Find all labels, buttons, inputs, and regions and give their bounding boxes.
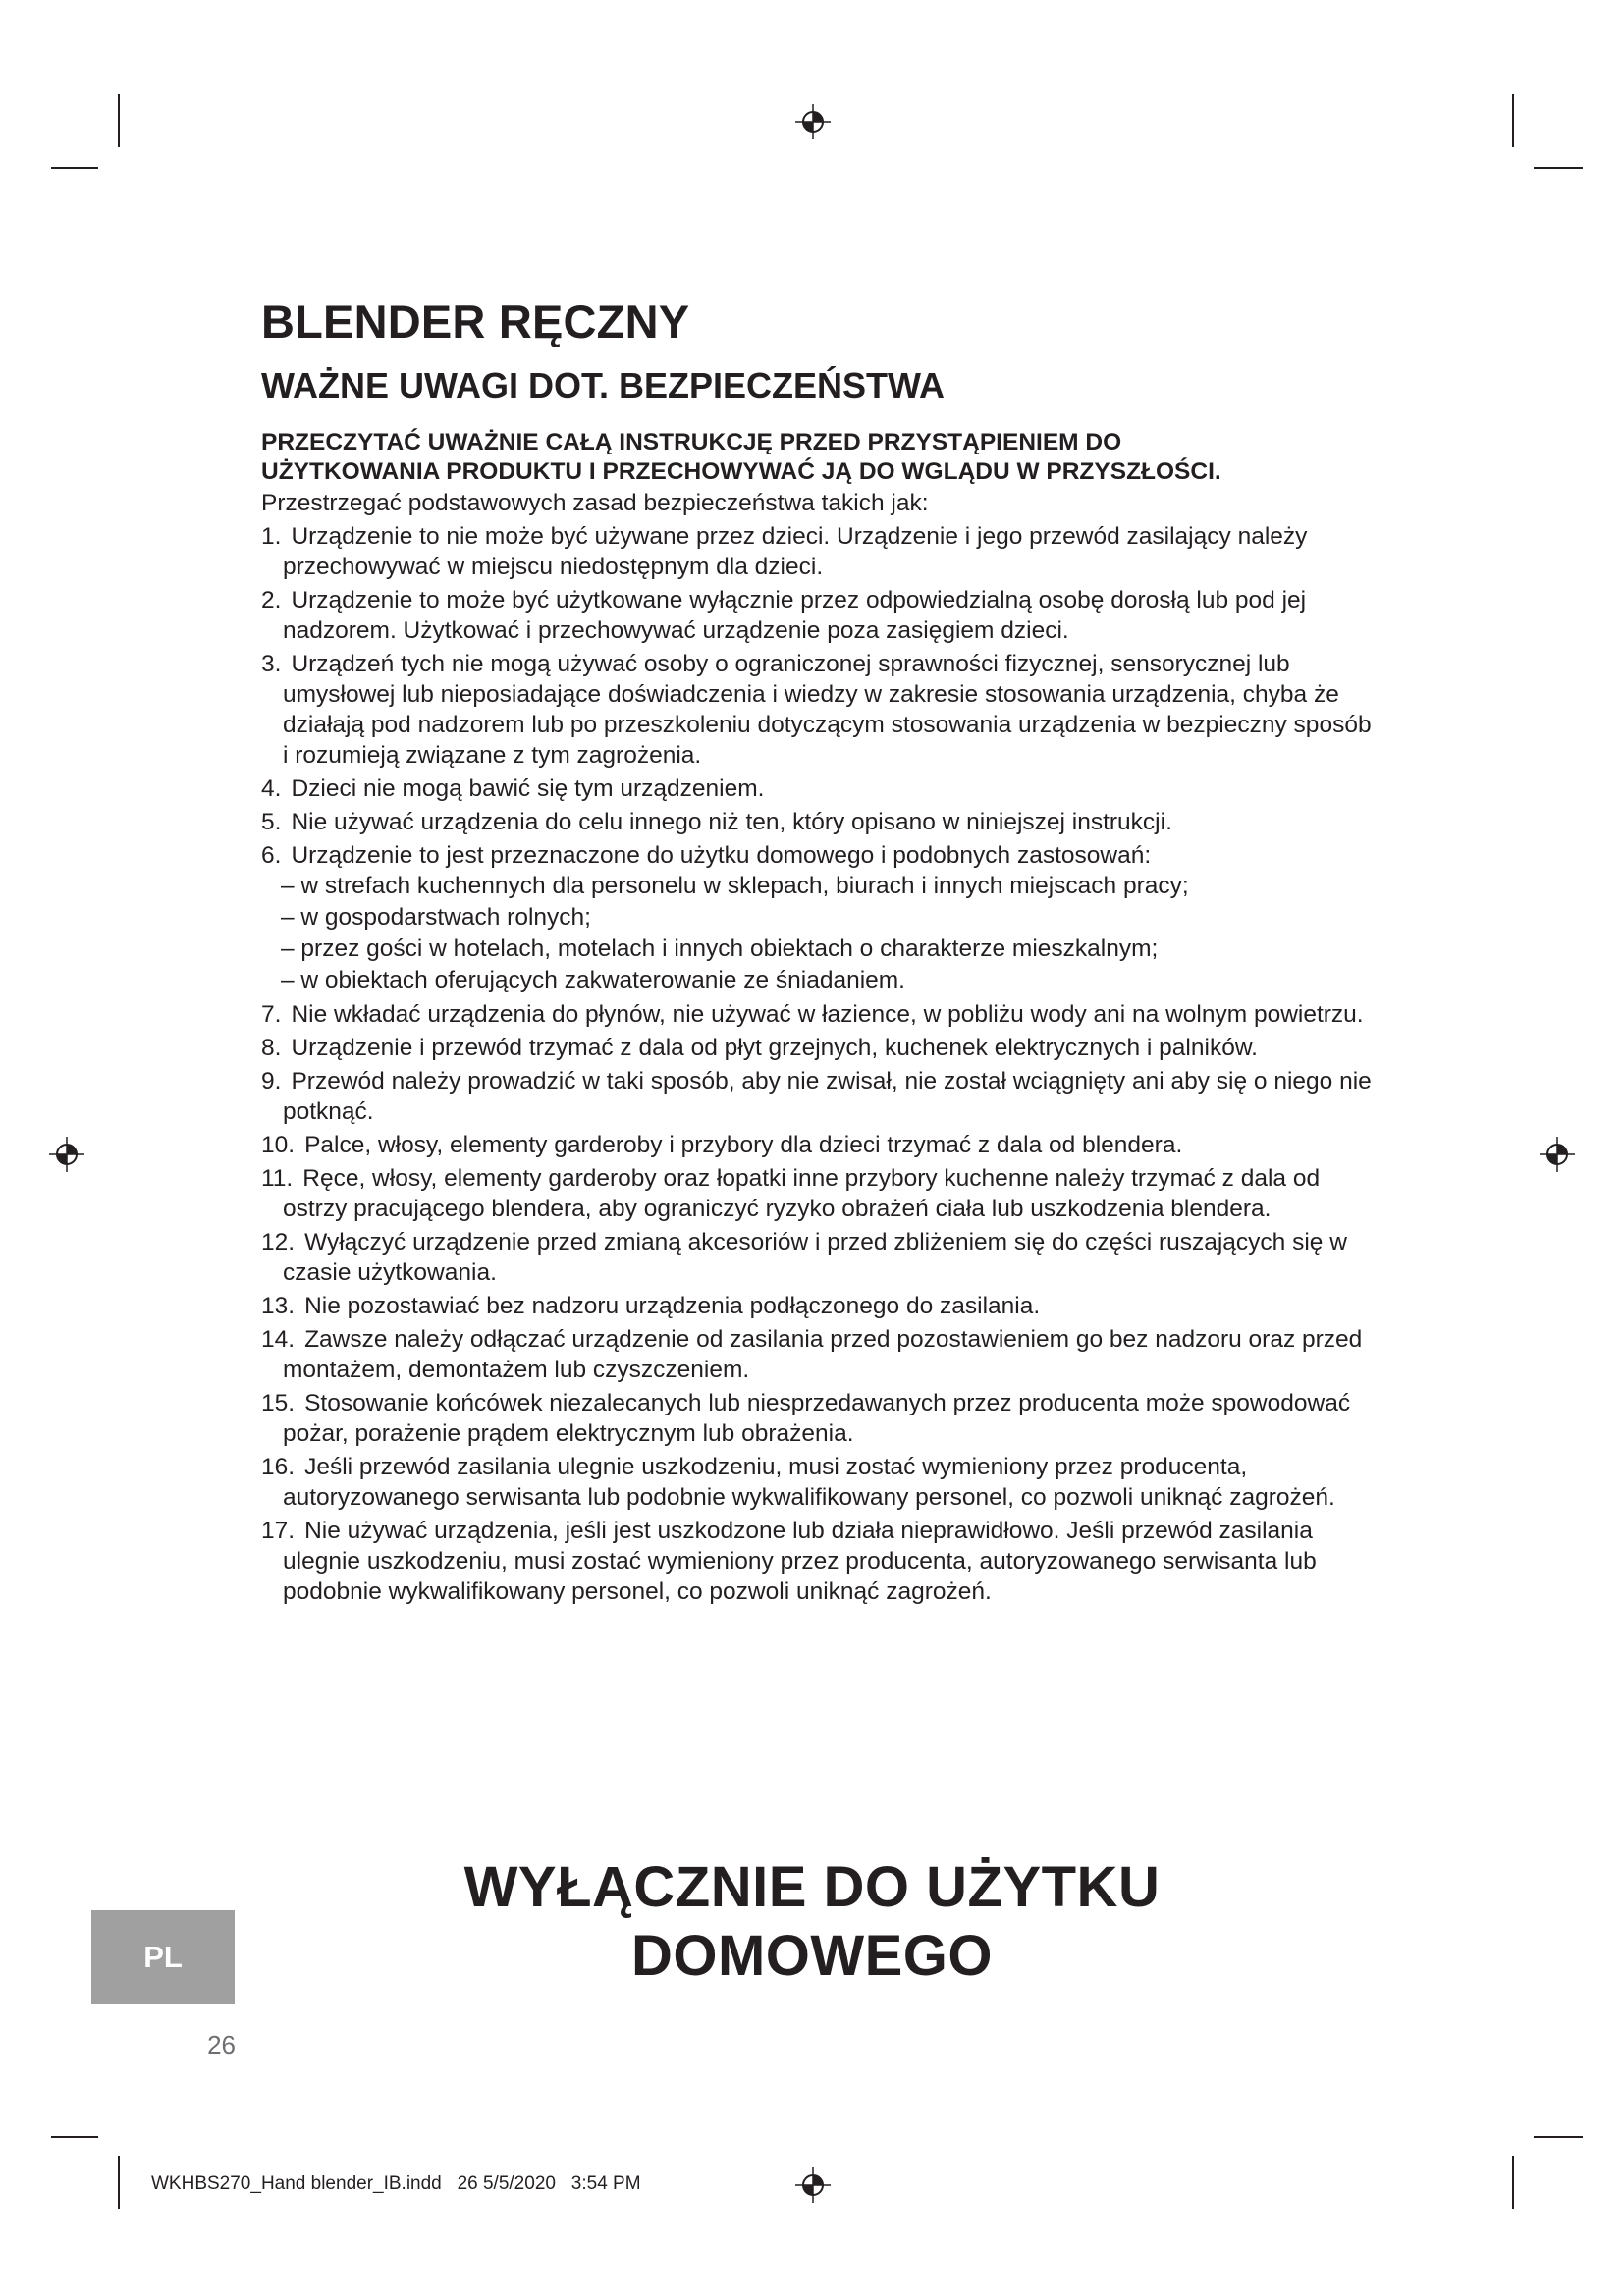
safety-rule-item	[261, 840, 1380, 996]
rule-text: Nie używać urządzenia do celu innego niż ten, który opisano w niniejszej instrukcji.	[291, 809, 1172, 835]
rule-number: 16.	[261, 1454, 296, 1480]
rule-number: 9.	[261, 1068, 282, 1095]
warning-notice	[261, 428, 1380, 487]
safety-rule-item	[261, 1291, 1380, 1321]
rule-text: Wyłączyć urządzenie przed zmianą akcesoriów i przed zbliżeniem się do części ruszających się w czasie użytkowania.	[283, 1229, 1347, 1286]
crop-mark-top-left-vertical	[118, 94, 120, 147]
rule-text: Urządzeń tych nie mogą używać osoby o ograniczonej sprawności fizycznej, sensorycznej lub umysłowej lub nieposiadające doświadczenia i wiedzy w zakresie stosowania urządzenia, chyba że działają pod nadzorem lub po przeszkoleniu dotyczącym stosowania urządzenia w bezpieczny sposób i rozumieją związane z tym zagrożenia.	[283, 651, 1372, 769]
safety-rules-list	[261, 521, 1380, 1607]
print-slug: WKHBS270_Hand blender_IB.indd 26 5/5/2020 3:54 PM	[151, 2173, 641, 2194]
rule-text: Urządzenie to nie może być używane przez dzieci. Urządzenie i jego przewód zasilający należy przechowywać w miejscu niedostępnym dla dzieci.	[283, 523, 1308, 580]
rule-text: Zawsze należy odłączać urządzenie od zasilania przed pozostawieniem go bez nadzoru oraz przed montażem, demontażem lub czyszczeniem.	[283, 1326, 1363, 1383]
intro-text: Przestrzegać podstawowych zasad bezpieczeństwa takich jak:	[261, 490, 929, 516]
crop-mark-top-right-vertical	[1512, 94, 1514, 147]
rule-text: Przewód należy prowadzić w taki sposób, aby nie zwisał, nie został wciągnięty ani aby się o niego nie potknąć.	[283, 1068, 1372, 1125]
rule-number: 4.	[261, 775, 282, 802]
registration-mark-icon	[1540, 1137, 1575, 1172]
rule-number: 1.	[261, 523, 282, 550]
domestic-use-banner	[295, 1853, 1329, 1991]
rule-number: 2.	[261, 587, 282, 614]
rule-subitem: – w obiektach oferujących zakwaterowanie ze śniadaniem.	[281, 967, 905, 993]
document-body	[261, 293, 1380, 1607]
crop-mark-top-left-horizontal	[51, 167, 98, 169]
rule-text: Nie używać urządzenia, jeśli jest uszkodzone lub działa nieprawidłowo. Jeśli przewód zasilania ulegnie uszkodzeniu, musi zostać wymieniony przez producenta, autoryzowanego serwisanta lub podobnie wykwalifikowany personel, co pozwoli uniknąć zagrożeń.	[283, 1518, 1317, 1605]
registration-mark-icon	[795, 2167, 831, 2203]
rule-text: Ręce, włosy, elementy garderoby oraz łopatki inne przybory kuchenne należy trzymać z dala od ostrzy pracującego blendera, aby ograniczyć ryzyko obrażeń ciała lub uszkodzenia blendera.	[283, 1165, 1321, 1222]
rule-number: 3.	[261, 651, 282, 677]
language-code: PL	[143, 1940, 183, 1974]
rule-number: 13.	[261, 1293, 296, 1319]
crop-mark-bottom-right-horizontal	[1534, 2136, 1583, 2138]
page-number: 26	[207, 2030, 236, 2059]
rule-text: Urządzenie i przewód trzymać z dala od płyt grzejnych, kuchenek elektrycznych i palników.	[291, 1035, 1258, 1061]
rule-number: 15.	[261, 1390, 296, 1416]
crop-mark-top-right-horizontal	[1534, 167, 1583, 169]
rule-number: 14.	[261, 1326, 296, 1353]
safety-rule-item	[261, 1130, 1380, 1160]
rule-text: Stosowanie końcówek niezalecanych lub niesprzedawanych przez producenta może spowodować pożar, porażenie prądem elektrycznym lub obrażenia.	[283, 1390, 1351, 1447]
rule-number: 10.	[261, 1132, 296, 1158]
safety-rule-item	[261, 1516, 1380, 1607]
crop-mark-bottom-left-horizontal	[51, 2136, 98, 2138]
crop-mark-bottom-right-vertical	[1512, 2156, 1514, 2209]
safety-rule-item	[261, 585, 1380, 646]
safety-rule-item	[261, 1066, 1380, 1127]
rule-number: 8.	[261, 1035, 282, 1061]
rule-number: 7.	[261, 1001, 282, 1028]
safety-rule-item	[261, 521, 1380, 582]
rule-subitem: – w gospodarstwach rolnych;	[281, 904, 591, 931]
section-heading: WAŻNE UWAGI DOT. BEZPIECZEŃSTWA	[261, 365, 946, 405]
safety-rule-item	[261, 649, 1380, 771]
rule-text: Jeśli przewód zasilania ulegnie uszkodzeniu, musi zostać wymieniony przez producenta, autoryzowanego serwisanta lub podobnie wykwalifikowany personel, co pozwoli uniknąć zagrożeń.	[283, 1454, 1335, 1511]
safety-rule-item	[261, 1452, 1380, 1513]
rule-text: Urządzenie to może być użytkowane wyłącznie przez odpowiedzialną osobę dorosłą lub pod jej nadzorem. Użytkować i przechowywać urządzenie poza zasięgiem dzieci.	[283, 587, 1307, 644]
rule-number: 12.	[261, 1229, 296, 1255]
language-tab	[91, 1910, 235, 2004]
rule-number: 5.	[261, 809, 282, 835]
safety-rule-item	[261, 774, 1380, 804]
safety-rule-item	[261, 999, 1380, 1030]
registration-mark-icon	[795, 104, 831, 139]
rule-text: Palce, włosy, elementy garderoby i przybory dla dzieci trzymać z dala od blendera.	[304, 1132, 1183, 1158]
rule-text: Urządzenie to jest przeznaczone do użytku domowego i podobnych zastosowań:	[291, 842, 1152, 869]
banner-line: DOMOWEGO	[630, 1924, 994, 1988]
crop-mark-bottom-left-vertical	[118, 2156, 120, 2209]
page-title: BLENDER RĘCZNY	[261, 295, 690, 347]
registration-mark-icon	[49, 1137, 84, 1172]
rule-number: 17.	[261, 1518, 296, 1544]
warning-line: PRZECZYTAĆ UWAŻNIE CAŁĄ INSTRUKCJĘ PRZED PRZYSTĄPIENIEM DO	[261, 429, 1122, 455]
banner-line: WYŁĄCZNIE DO UŻYTKU	[463, 1855, 1161, 1919]
rule-text: Nie wkładać urządzenia do płynów, nie używać w łazience, w pobliżu wody ani na wolnym powietrzu.	[291, 1001, 1364, 1028]
rule-number: 6.	[261, 842, 282, 869]
rule-subitem: – w strefach kuchennych dla personelu w sklepach, biurach i innych miejscach pracy;	[281, 873, 1189, 899]
safety-rule-item	[261, 1227, 1380, 1288]
rule-text: Dzieci nie mogą bawić się tym urządzeniem.	[291, 775, 765, 802]
rule-text: Nie pozostawiać bez nadzoru urządzenia podłączonego do zasilania.	[304, 1293, 1041, 1319]
safety-rule-item	[261, 807, 1380, 837]
safety-rule-item	[261, 1163, 1380, 1224]
rule-number: 11.	[261, 1165, 294, 1192]
safety-rule-item	[261, 1388, 1380, 1449]
safety-rule-item	[261, 1033, 1380, 1063]
safety-rule-item	[261, 1324, 1380, 1385]
rule-subitem: – przez gości w hotelach, motelach i innych obiektach o charakterze mieszkalnym;	[281, 935, 1159, 962]
warning-line: UŻYTKOWANIA PRODUKTU I PRZECHOWYWAĆ JĄ DO WGLĄDU W PRZYSZŁOŚCI.	[261, 458, 1221, 485]
